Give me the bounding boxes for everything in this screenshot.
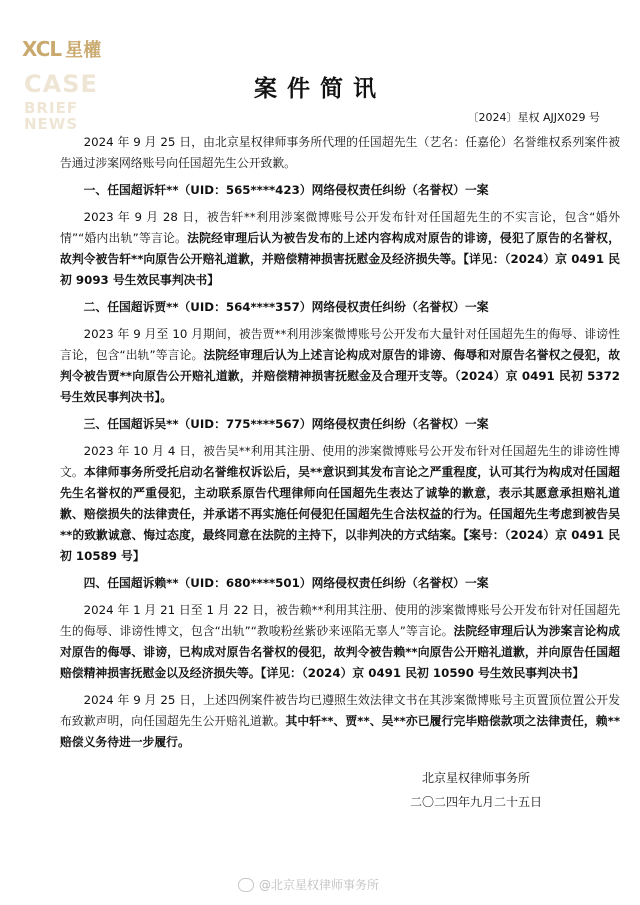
page-title: 案件简讯: [254, 76, 386, 102]
case-3-bold-text: 本律师事务所受托启动名誉维权诉讼后，吴**意识到其发布言论之严重程度，认可其行为构成对任国超先生名誉权的严重侵犯，主动联系原告代理律师向任国超先生表达了诚挚的歉意，表示其愿意承担赔礼道歉、赔偿损失的法律责任，并承诺不再实施任何侵犯任国超先生合法权益的行为。任国超先生考虑到被告吴**的致歉诚意、悔过态度，最终同意在法院的主持下，以非判决的方式结案。【案号：（2024）京 0491 民初 10589 号】: [60, 465, 620, 563]
weibo-watermark: [238, 876, 379, 893]
signature-date: 二〇二四年九月二十五日: [409, 795, 542, 809]
signature-organization: 北京星权律师事务所: [421, 771, 530, 785]
logo-latin: XCL: [22, 37, 62, 61]
closing-text: 2024 年 9 月 25 日，上述四例案件被告均已遵照生效法律文书在其涉案微博账号主页置顶位置公开发布致歉声明，向任国超先生公开赔礼道歉。: [60, 693, 620, 728]
case-2-bold-text: 法院经审理后认为上述言论构成对原告的诽谤、侮辱和对原告名誉权之侵犯，故判令被告贾**向原告公开赔礼道歉，并赔偿精神损害抚慰金及合理开支等。（2024）京 0491 民初 5372 号生效民事判决书】。: [60, 348, 620, 404]
document-body: [60, 132, 620, 759]
document-number: 〔2024〕星权 AJJX029 号: [467, 111, 600, 124]
case-4-paragraph: [60, 600, 620, 684]
case-2-text: 2023 年 9 月至 10 月期间，被告贾**利用涉案微博账号公开发布大量针对任国超先生的侮辱、诽谤性言论，包含“出轨”等言论。: [60, 327, 620, 362]
case-1-paragraph: [60, 207, 620, 291]
intro-paragraph: 2024 年 9 月 25 日，由北京星权律师事务所代理的任国超先生（艺名：任嘉伦）名誉维权系列案件被告通过涉案网络账号向任国超先生公开致歉。: [60, 135, 620, 170]
case-1-heading: 一、任国超诉轩**（UID：565****423）网络侵权责任纠纷（名誉权）一案: [83, 183, 489, 197]
closing-paragraph: [60, 690, 620, 753]
case-3-paragraph: [60, 441, 620, 567]
header: [0, 0, 640, 140]
closing-bold-text: 其中轩**、贾**、吴**亦已履行完毕赔偿款项之法律责任，赖**赔偿义务待进一步履行。: [60, 714, 620, 749]
case-4-bold-text: 法院经审理后认为涉案言论构成对原告的侮辱、诽谤，已构成对原告名誉权的侵犯，故判令被告赖**向原告公开赔礼道歉，并向原告任国超赔偿精神损害抚慰金以及经济损失等。【详见：（2024）京 0491 民初 10590 号生效民事判决书】: [60, 624, 620, 680]
case-3-text: 2023 年 10 月 4 日，被告吴**利用其注册、使用的涉案微博账号公开发布针对任国超先生的诽谤性博文。: [60, 444, 620, 479]
logo-chinese: 星權: [65, 40, 102, 61]
case-3-heading: 三、任国超诉吴**（UID：775****567）网络侵权责任纠纷（名誉权）一案: [83, 417, 489, 431]
logo: [22, 36, 101, 62]
case-2-heading: 二、任国超诉贾**（UID：564****357）网络侵权责任纠纷（名誉权）一案: [83, 300, 489, 314]
watermark-text: @北京星权律师事务所: [259, 878, 380, 892]
case-mark-line1: CASE: [24, 70, 98, 98]
signature-block: [410, 766, 542, 814]
case-2-paragraph: [60, 324, 620, 408]
case-1-bold-text: 法院经审理后认为被告发布的上述内容构成对原告的诽谤，侵犯了原告的名誉权，故判令被告轩**向原告公开赔礼道歉，并赔偿精神损害抚慰金及经济损失等。【详见：（2024）京 0491 民初 9093 号生效民事判决书】: [60, 231, 620, 287]
case-4-heading: 四、任国超诉赖**（UID：680****501）网络侵权责任纠纷（名誉权）一案: [83, 576, 489, 590]
case-mark-line2: BRIEF NEWS: [24, 99, 79, 133]
case-1-text: 2023 年 9 月 28 日，被告轩**利用涉案微博账号公开发布针对任国超先生的不实言论，包含“婚外情”“婚内出轨”等言论。: [60, 210, 620, 245]
case-4-text: 2024 年 1 月 21 日至 1 月 22 日，被告赖**利用其注册、使用的涉案微博账号公开发布针对任国超先生的侮辱、诽谤性博文，包含“出轨”“教唆粉丝紫砂来诬陷无辜人”等言论。: [60, 603, 620, 638]
weibo-icon: [238, 878, 254, 892]
